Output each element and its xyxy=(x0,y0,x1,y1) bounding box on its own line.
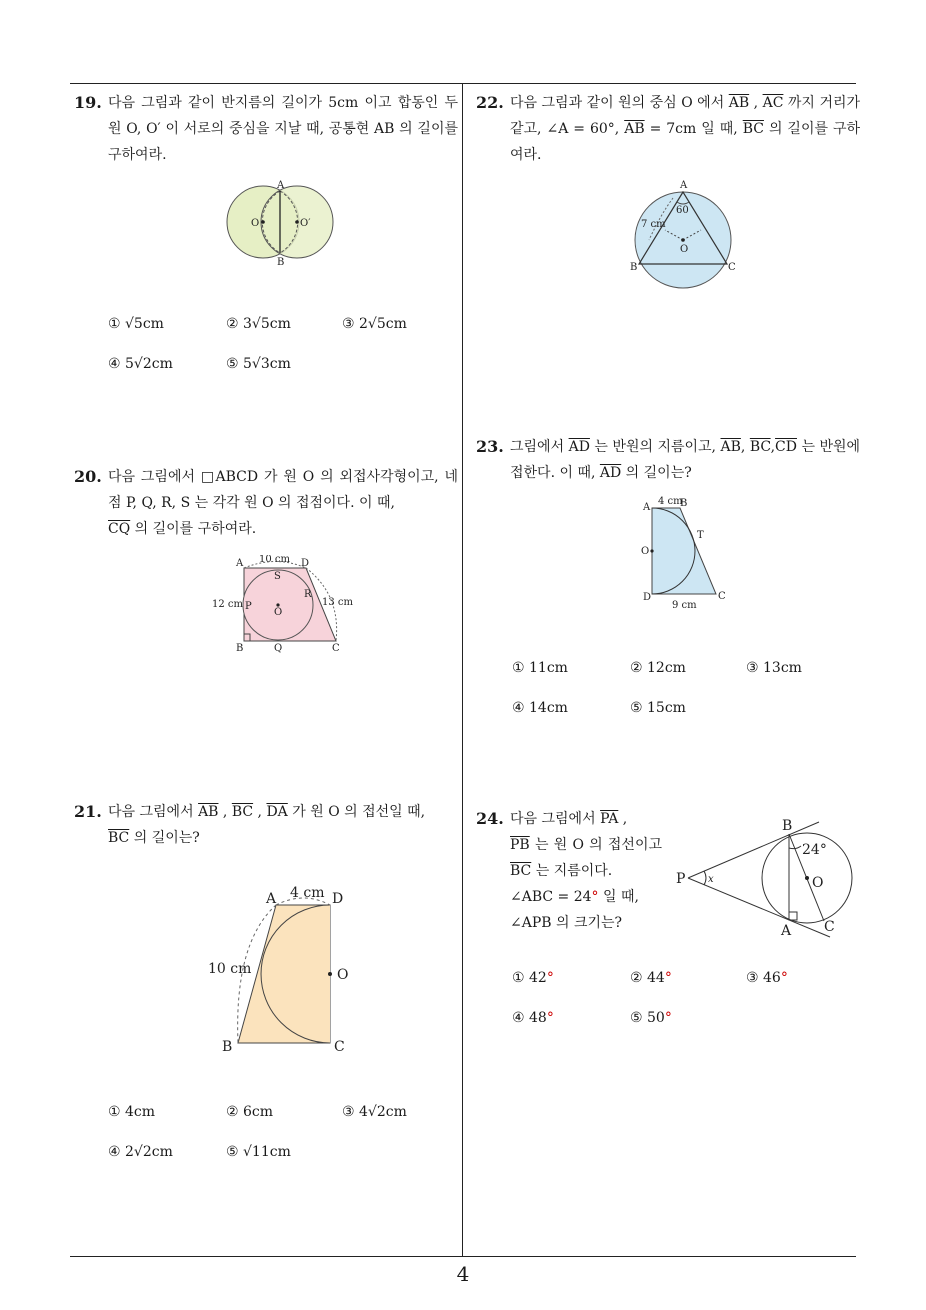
label-d: D xyxy=(643,592,652,603)
top-rule xyxy=(70,83,856,84)
label-d: D xyxy=(332,891,344,907)
label-c: C xyxy=(728,262,736,273)
label-top-length: 4 cm xyxy=(658,496,683,507)
label-angle: 60 xyxy=(676,205,689,216)
label-o: O xyxy=(337,967,349,983)
q23-figure xyxy=(636,496,736,612)
question-text: 다음 그림에서 $\overline{AB}$ , $\overline{BC}$ , $\overline{DA}$ 가 원 O 의 접선일 때, $\overline{BC}$ 의 길이는? xyxy=(108,804,426,846)
choice-2[interactable]: ② 3√5cm xyxy=(226,316,291,332)
text-part: 다음 그림에서 □ABCD 가 원 O 의 외접사각형이고, 네 점 P, Q, R, S 는 각각 원 O 의 접점이다. 이 때, xyxy=(108,469,458,511)
question-20 xyxy=(74,464,458,542)
question-number: 24. xyxy=(476,809,504,828)
label-left-length: 12 cm xyxy=(212,599,243,610)
label-c: C xyxy=(718,591,726,602)
choice-2[interactable]: ② 6cm xyxy=(226,1104,274,1120)
text-part: 의 길이를 구하여라. xyxy=(134,521,257,537)
label-c: C xyxy=(334,1039,345,1055)
label-c: C xyxy=(824,919,835,935)
question-number: 22. xyxy=(476,93,504,112)
label-b: B xyxy=(277,257,285,268)
label-r: R xyxy=(304,589,312,600)
choice-1[interactable]: ① 11cm xyxy=(512,660,568,676)
label-a: A xyxy=(643,502,651,513)
choice-1[interactable]: ① 42° xyxy=(512,970,554,986)
label-o-prime: O′ xyxy=(300,218,311,229)
label-t: T xyxy=(697,530,704,541)
q19-figure xyxy=(225,180,335,268)
label-o: O xyxy=(251,218,260,229)
choice-4[interactable]: ④ 2√2cm xyxy=(108,1144,173,1160)
label-angle: 24° xyxy=(802,842,827,858)
label-a: A xyxy=(680,180,688,191)
choice-2[interactable]: ② 12cm xyxy=(630,660,686,676)
q24-figure xyxy=(674,814,864,939)
choice-5[interactable]: ⑤ √11cm xyxy=(226,1144,291,1160)
label-b: B xyxy=(236,643,244,654)
question-text: 다음 그림과 같이 원의 중심 O 에서 $\overline{AB}$ , $\overline{AC}$ 까지 거리가 같고, ∠A = 60°, $\overline{AB} = 7cm$ 일 때, $\overline{BC}$ 의 길이를 구하여라. xyxy=(510,95,861,163)
question-text: 그림에서 $\overline{AD}$ 는 반원의 지름이고, $\overline{AB}$, $\overline{BC},\overline{CD}$ 는 반원에 접한다. 이 때, $\overline{AD}$ 의 길이는? xyxy=(510,439,861,481)
label-o: O xyxy=(680,244,689,255)
question-number: 20. xyxy=(74,467,102,486)
label-d: D xyxy=(301,558,310,569)
segment-cq: $\overline{CQ}$ xyxy=(108,521,131,537)
label-top-length: 4 cm xyxy=(290,885,325,901)
choice-5[interactable]: ⑤ 15cm xyxy=(630,700,686,716)
choice-3[interactable]: ③ 46° xyxy=(746,970,788,986)
question-19 xyxy=(74,90,458,168)
label-right-length: 13 cm xyxy=(322,597,353,608)
choice-2[interactable]: ② 44° xyxy=(630,970,672,986)
choice-3[interactable]: ③ 13cm xyxy=(746,660,802,676)
label-x: x xyxy=(708,874,714,885)
choice-4[interactable]: ④ 48° xyxy=(512,1010,554,1026)
label-a: A xyxy=(277,180,285,191)
choice-1[interactable]: ① √5cm xyxy=(108,316,164,332)
label-a: A xyxy=(781,923,792,939)
label-a: A xyxy=(266,891,277,907)
label-p: P xyxy=(676,871,686,887)
choice-1[interactable]: ① 4cm xyxy=(108,1104,156,1120)
q21-figure xyxy=(204,883,364,1058)
label-o: O xyxy=(274,607,283,618)
choice-4[interactable]: ④ 14cm xyxy=(512,700,568,716)
label-left-length: 10 cm xyxy=(208,961,252,977)
choice-3[interactable]: ③ 2√5cm xyxy=(342,316,407,332)
question-text: 다음 그림과 같이 반지름의 길이가 5cm 이고 합동인 두 원 O, O′ 이 서로의 중심을 지날 때, 공통현 AB 의 길이를 구하여라. xyxy=(108,95,458,163)
question-23 xyxy=(476,434,860,486)
label-b: B xyxy=(222,1039,233,1055)
label-top-length: 10 cm xyxy=(259,555,290,565)
question-22 xyxy=(476,90,860,168)
label-c: C xyxy=(332,643,340,654)
question-21 xyxy=(74,799,458,851)
choice-3[interactable]: ③ 4√2cm xyxy=(342,1104,407,1120)
label-b: B xyxy=(630,262,638,273)
question-number: 19. xyxy=(74,93,102,112)
question-text: 다음 그림에서 $\overline{PA}$ , $\overline{PB}$ 는 원 O 의 접선이고 $\overline{BC}$ 는 지름이다. ∠ABC = 24° 일 때, ∠APB 의 크기는? xyxy=(510,811,662,931)
question-text xyxy=(108,464,458,542)
choice-5[interactable]: ⑤ 50° xyxy=(630,1010,672,1026)
label-p: P xyxy=(245,601,252,612)
question-number: 21. xyxy=(74,802,102,821)
label-bottom-length: 9 cm xyxy=(672,600,697,611)
choice-4[interactable]: ④ 5√2cm xyxy=(108,356,173,372)
label-q: Q xyxy=(274,643,283,654)
page-number: 4 xyxy=(456,1262,470,1286)
choice-5[interactable]: ⑤ 5√3cm xyxy=(226,356,291,372)
label-b: B xyxy=(680,498,688,509)
q22-figure xyxy=(625,178,745,292)
column-divider xyxy=(462,83,463,1257)
question-24 xyxy=(476,806,662,936)
label-b: B xyxy=(782,818,793,834)
label-a: A xyxy=(236,558,244,569)
q20-figure xyxy=(206,555,356,655)
label-o: O xyxy=(812,875,824,891)
label-s: S xyxy=(274,571,281,582)
question-number: 23. xyxy=(476,437,504,456)
label-o: O xyxy=(641,546,650,557)
label-side-length: 7 cm xyxy=(641,219,666,230)
bottom-rule xyxy=(70,1256,856,1257)
